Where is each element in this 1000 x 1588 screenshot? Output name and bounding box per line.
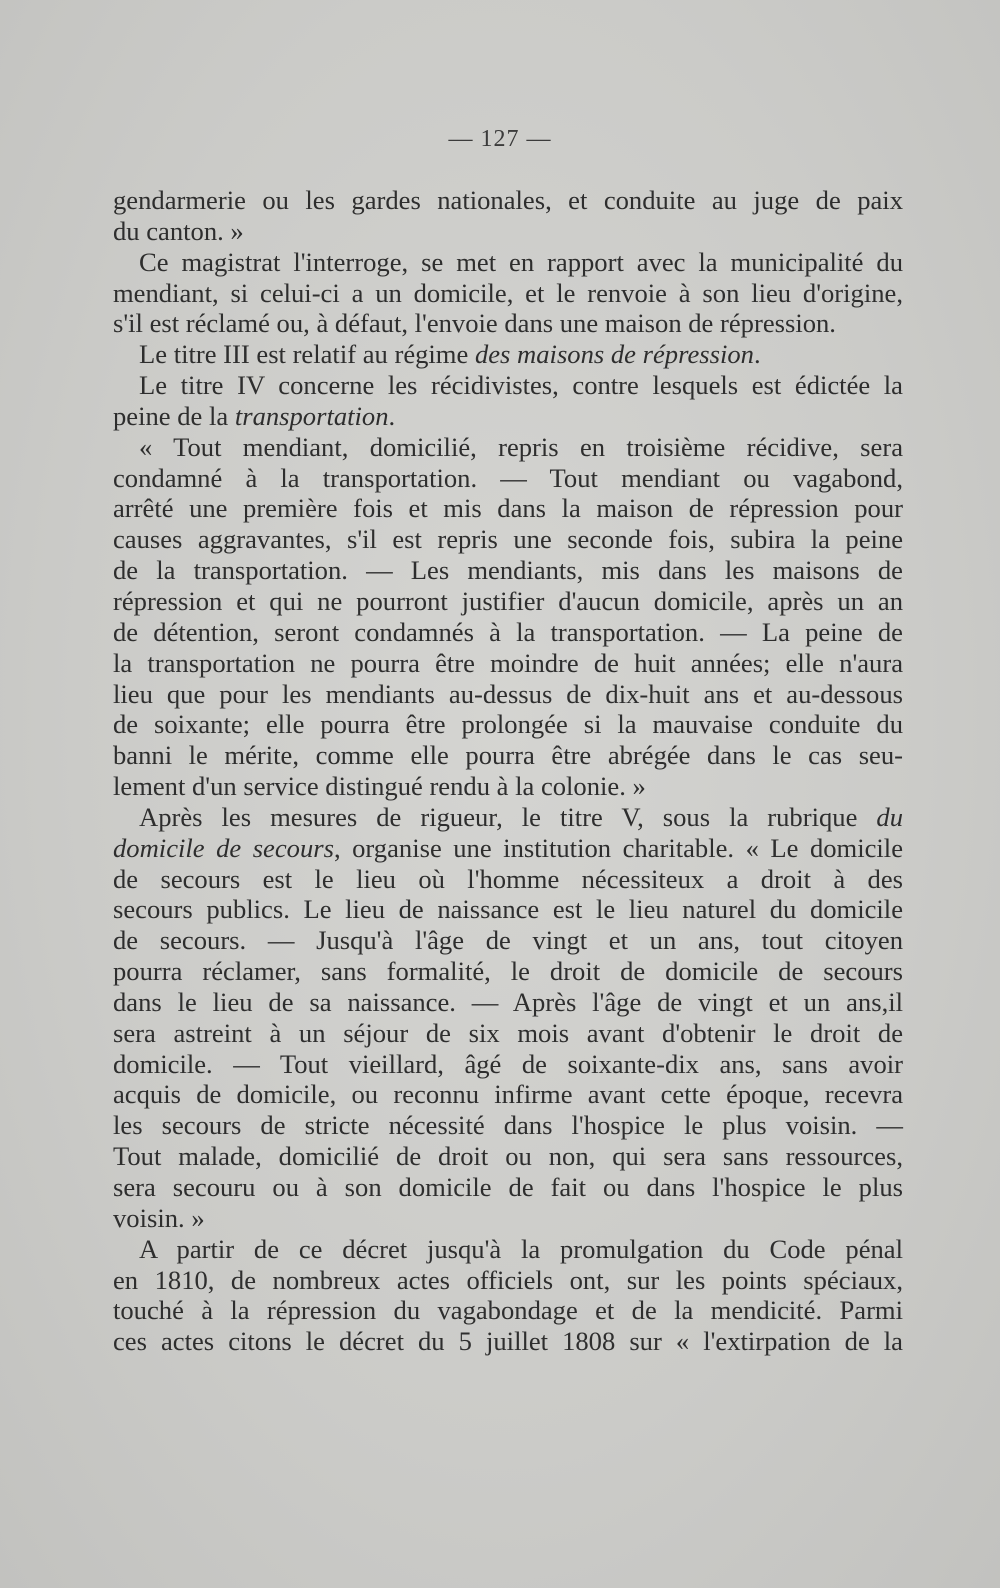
text-line: domicile. — Tout vieillard, âgé de soixante-dix ans, sans avoir <box>113 1048 903 1079</box>
text-line <box>113 833 903 864</box>
text-line: arrêté une première fois et mis dans la maison de répression pour <box>113 493 903 524</box>
text-line <box>113 802 903 833</box>
text-line: répression et qui ne pourront justifier d'aucun domicile, après un an <box>113 585 903 616</box>
text-line: gendarmerie ou les gardes nationales, et conduite au juge de paix <box>113 185 903 215</box>
page-number: — 127 — <box>448 126 552 152</box>
text-line: lement d'un service distingué rendu à la colonie. » <box>113 771 646 802</box>
text-line: de soixante; elle pourra être prolongée si la mauvaise conduite du <box>113 709 903 740</box>
text-line: en 1810, de nombreux actes officiels ont, sur les points spéciaux, <box>113 1264 903 1295</box>
text-line: pourra réclamer, sans formalité, le droit de domicile de secours <box>113 956 903 987</box>
text-line: du canton. » <box>113 215 244 246</box>
text-line: ces actes citons le décret du 5 juillet 1808 sur « l'extirpation de la <box>113 1326 903 1357</box>
text-line: de détention, seront condamnés à la transportation. — La peine de <box>113 616 903 647</box>
text-run: , organise une institution charitable. « Le domicile <box>333 832 903 863</box>
text-line: sera secouru ou à son domicile de fait ou dans l'hospice le plus <box>113 1172 903 1202</box>
text-run: . <box>753 339 761 370</box>
text-run: peine de la <box>113 400 235 431</box>
text-line: de secours est le lieu où l'homme nécessiteux a droit à des <box>113 863 903 894</box>
text-line: « Tout mendiant, domicilié, repris en troisième récidive, sera <box>139 431 903 462</box>
text-run: Le titre III est relatif au régime <box>139 339 475 370</box>
text-line <box>113 401 903 432</box>
text-line: les secours de stricte nécessité dans l'hospice le plus voisin. — <box>113 1110 903 1141</box>
text-line: secours publics. Le lieu de naissance est le lieu naturel du domicile <box>113 894 903 925</box>
italic-text: domicile de secours <box>113 832 334 863</box>
text-line: lieu que pour les mendiants au-dessus de dix-huit ans et au-dessous <box>113 678 903 709</box>
text-line: dans le lieu de sa naissance. — Après l'âge de vingt et un ans,il <box>113 986 903 1017</box>
text-line: sera astreint à un séjour de six mois avant d'obtenir le droit de <box>113 1017 903 1048</box>
text-line: de secours. — Jusqu'à l'âge de vingt et un ans, tout citoyen <box>113 925 903 956</box>
text-line: banni le mérite, comme elle pourra être abrégée dans le cas seu- <box>113 740 903 771</box>
text-run: . <box>388 400 396 431</box>
text-line <box>113 339 903 370</box>
text-line: mendiant, si celui-ci a un domicile, et le renvoie à son lieu d'origine, <box>113 277 903 308</box>
text-line: la transportation ne pourra être moindre de huit années; elle n'aura <box>113 647 903 678</box>
text-line: causes aggravantes, s'il est repris une seconde fois, subira la peine <box>113 524 903 555</box>
text-line: Le titre IV concerne les récidivistes, contre lesquels est édictée la <box>139 370 903 401</box>
text-line: voisin. » <box>113 1202 205 1233</box>
text-run: Après les mesures de rigueur, le titre V, sous la rubrique <box>139 801 877 832</box>
text-line: touché à la répression du vagabondage et de la mendicité. Parmi <box>113 1295 903 1326</box>
text-line: de la transportation. — Les mendiants, mis dans les maisons de <box>113 555 903 586</box>
text-line: A partir de ce décret jusqu'à la promulgation du Code pénal <box>139 1233 903 1264</box>
italic-text: transportation <box>234 400 389 431</box>
text-line: condamné à la transportation. — Tout mendiant ou vagabond, <box>113 462 903 493</box>
text-line: Tout malade, domicilié de droit ou non, qui sera sans ressources, <box>113 1141 903 1172</box>
italic-text: des maisons de répression <box>474 339 754 370</box>
body-text <box>113 185 903 1357</box>
text-line: Ce magistrat l'interroge, se met en rapport avec la municipalité du <box>139 246 903 277</box>
italic-text: du <box>876 801 903 832</box>
text-line: s'il est réclamé ou, à défaut, l'envoie dans une maison de répression. <box>113 308 836 339</box>
text-line: acquis de domicile, ou reconnu infirme avant cette époque, recevra <box>113 1079 903 1110</box>
